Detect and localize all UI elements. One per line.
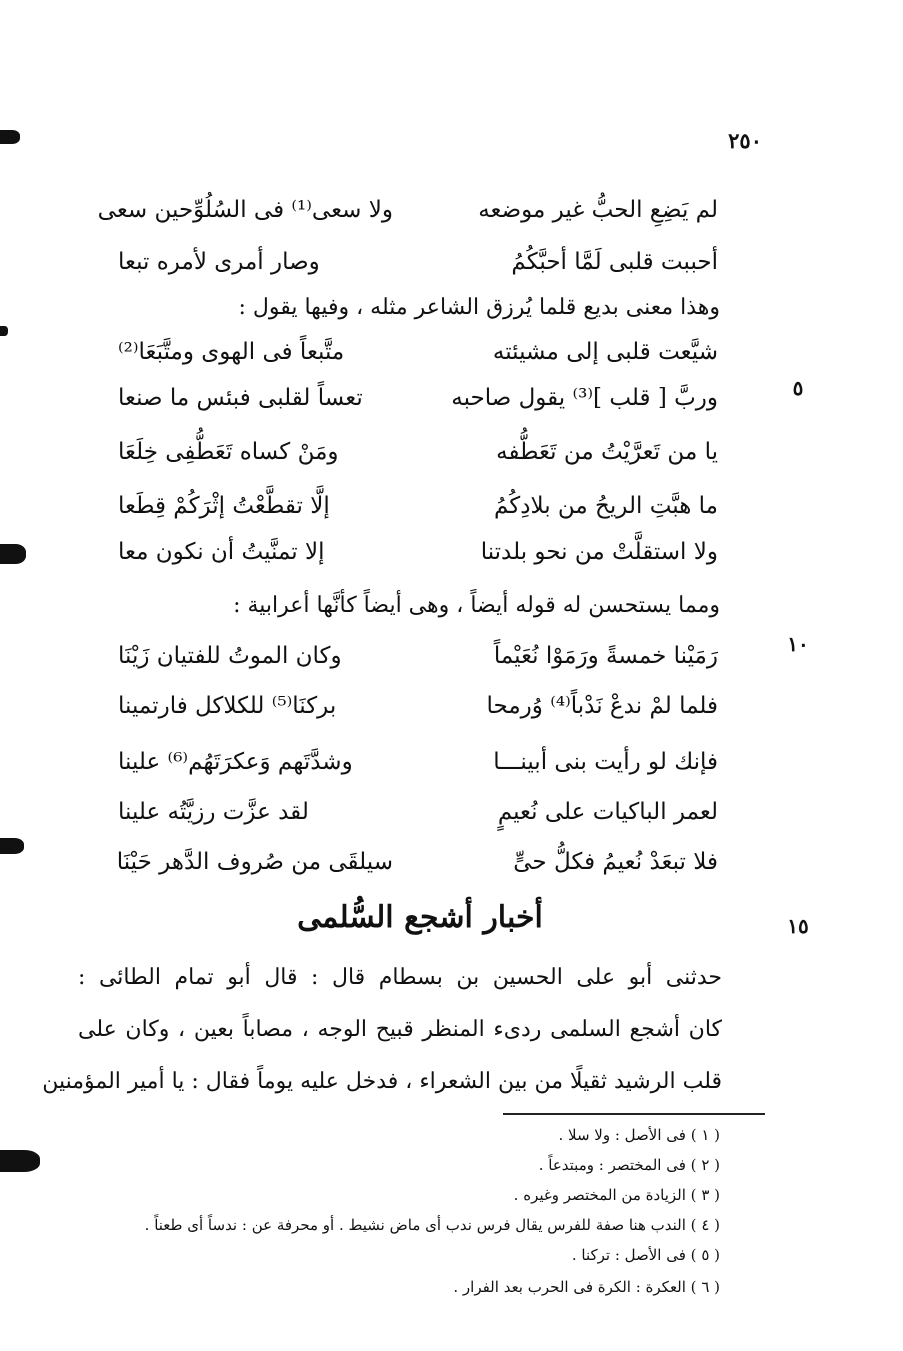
verse-second-hemistich: لقد عزَّت رزيَّتُه علينا xyxy=(118,799,309,825)
line-number-5: ٥ xyxy=(792,376,804,400)
intro-line: ومما يستحسن له قوله أيضاً ، وهى أيضاً كأنَّها أعرابية : xyxy=(233,593,720,618)
verse-first-hemistich: رَمَيْنا خمسةً ورَمَوْا نُعَيْماً xyxy=(493,643,718,669)
scan-edge-mark xyxy=(0,1150,40,1172)
page-number: ٢٥٠ xyxy=(728,128,762,153)
scan-edge-mark xyxy=(0,838,24,854)
footnote: ( ٤ ) الندب هنا صفة للفرس يقال فرس ندب أى ماض نشيط . أو محرفة عن : ندساً أى طعناً . xyxy=(144,1216,720,1234)
verse-first-hemistich: ولا استقلَّتْ من نحو بلدتنا xyxy=(480,539,718,565)
footnote: ( ١ ) فى الأصل : ولا سلا . xyxy=(558,1126,720,1144)
verse-line xyxy=(118,630,718,682)
body-text-line: كان أشجع السلمى ردىء المنظر قبيح الوجه ، مصاباً بعين ، وكان على xyxy=(78,1017,722,1042)
line-number-15: ١٥ xyxy=(787,914,809,938)
verse-second-hemistich: وكان الموتُ للفتيان زَيْنَا xyxy=(118,643,342,669)
verse-second-hemistich: ومَنْ كساه تَعَطُّفِى خِلَعَا xyxy=(118,439,339,465)
verse-first-hemistich: وربَّ [ قلب ]⁽³⁾ يقول صاحبه xyxy=(451,385,718,411)
verse-line xyxy=(118,736,718,788)
verse-second-hemistich: وصار أمرى لأمره تبعا xyxy=(118,249,320,275)
verse-line xyxy=(118,236,718,288)
verse-second-hemistich: إلا تمنَّيتُ أن نكون معا xyxy=(118,539,325,565)
verse-line xyxy=(118,526,718,578)
verse-second-hemistich: تعساً لقلبى فبئس ما صنعا xyxy=(118,385,363,411)
intro-line: وهذا معنى بديع قلما يُرزق الشاعر مثله ، وفيها يقول : xyxy=(238,295,720,320)
verse-second-hemistich: سيلقَى من صُروف الدَّهر حَيْنَا xyxy=(116,849,393,875)
verse-first-hemistich: يا من تَعرَّيْتُ من تَعَطُّفه xyxy=(496,439,718,465)
body-text-line: حدثنى أبو على الحسين بن بسطام قال : قال أبو تمام الطائى : xyxy=(78,965,722,990)
verse-line xyxy=(118,786,718,838)
verse-line xyxy=(97,184,718,236)
verse-line xyxy=(118,372,718,424)
verse-line xyxy=(118,680,718,732)
verse-first-hemistich: شيَّعت قلبى إلى مشيئته xyxy=(492,339,718,365)
verse-first-hemistich: ما هبَّتِ الريحُ من بلادِكُمُ xyxy=(493,493,718,519)
verse-line xyxy=(118,836,718,888)
verse-line xyxy=(118,480,718,532)
verse-second-hemistich: ولا سعى⁽¹⁾ فى السُلُوِّحين سعى xyxy=(97,197,393,223)
verse-second-hemistich: وشدَّتَهم وَعكرَتَهُم⁽⁶⁾ علينا xyxy=(118,749,353,775)
footnote: ( ٣ ) الزيادة من المختصر وغيره . xyxy=(513,1186,720,1204)
scan-edge-mark xyxy=(0,326,8,336)
verse-first-hemistich: لم يَضِعِ الحبُّ غير موضعه xyxy=(478,197,718,223)
verse-first-hemistich: لعمر الباكيات على نُعيمٍ xyxy=(497,799,718,825)
verse-first-hemistich: فلا تبعَدْ نُعيمُ فكلُّ حىٍّ xyxy=(513,849,718,875)
footnote-separator xyxy=(503,1113,765,1115)
footnote: ( ٦ ) العكرة : الكرة فى الحرب بعد الفرار . xyxy=(453,1278,720,1296)
verse-first-hemistich: فإنك لو رأيت بنى أبينـــا xyxy=(493,749,718,775)
verse-line xyxy=(118,326,718,378)
verse-first-hemistich: فلما لمْ ندعْ نَدْباً⁽⁴⁾ وُرمحا xyxy=(486,693,718,719)
footnote: ( ٥ ) فى الأصل : تركنا . xyxy=(571,1246,720,1264)
verse-second-hemistich: إلَّا تقطَّعْتُ إثْرَكُمْ قِطَعا xyxy=(118,493,330,519)
verse-first-hemistich: أحببت قلبى لَمَّا أحبَّكُمُ xyxy=(511,249,718,275)
footnote: ( ٢ ) فى المختصر : ومبتدعاً . xyxy=(538,1156,720,1174)
scan-edge-mark xyxy=(0,544,26,564)
scan-edge-mark xyxy=(0,130,20,144)
verse-line xyxy=(118,426,718,478)
line-number-10: ١٠ xyxy=(787,632,809,656)
verse-second-hemistich: متَّبعاً فى الهوى ومتَّبَعَا⁽²⁾ xyxy=(118,339,345,365)
body-text-line: قلب الرشيد ثقيلًا من بين الشعراء ، فدخل عليه يوماً فقال : يا أمير المؤمنين xyxy=(42,1069,722,1094)
section-heading: أخبار أشجع السُّلمى xyxy=(297,900,543,935)
verse-second-hemistich: بركنَا⁽⁵⁾ للكلاكل فارتمينا xyxy=(118,693,337,719)
